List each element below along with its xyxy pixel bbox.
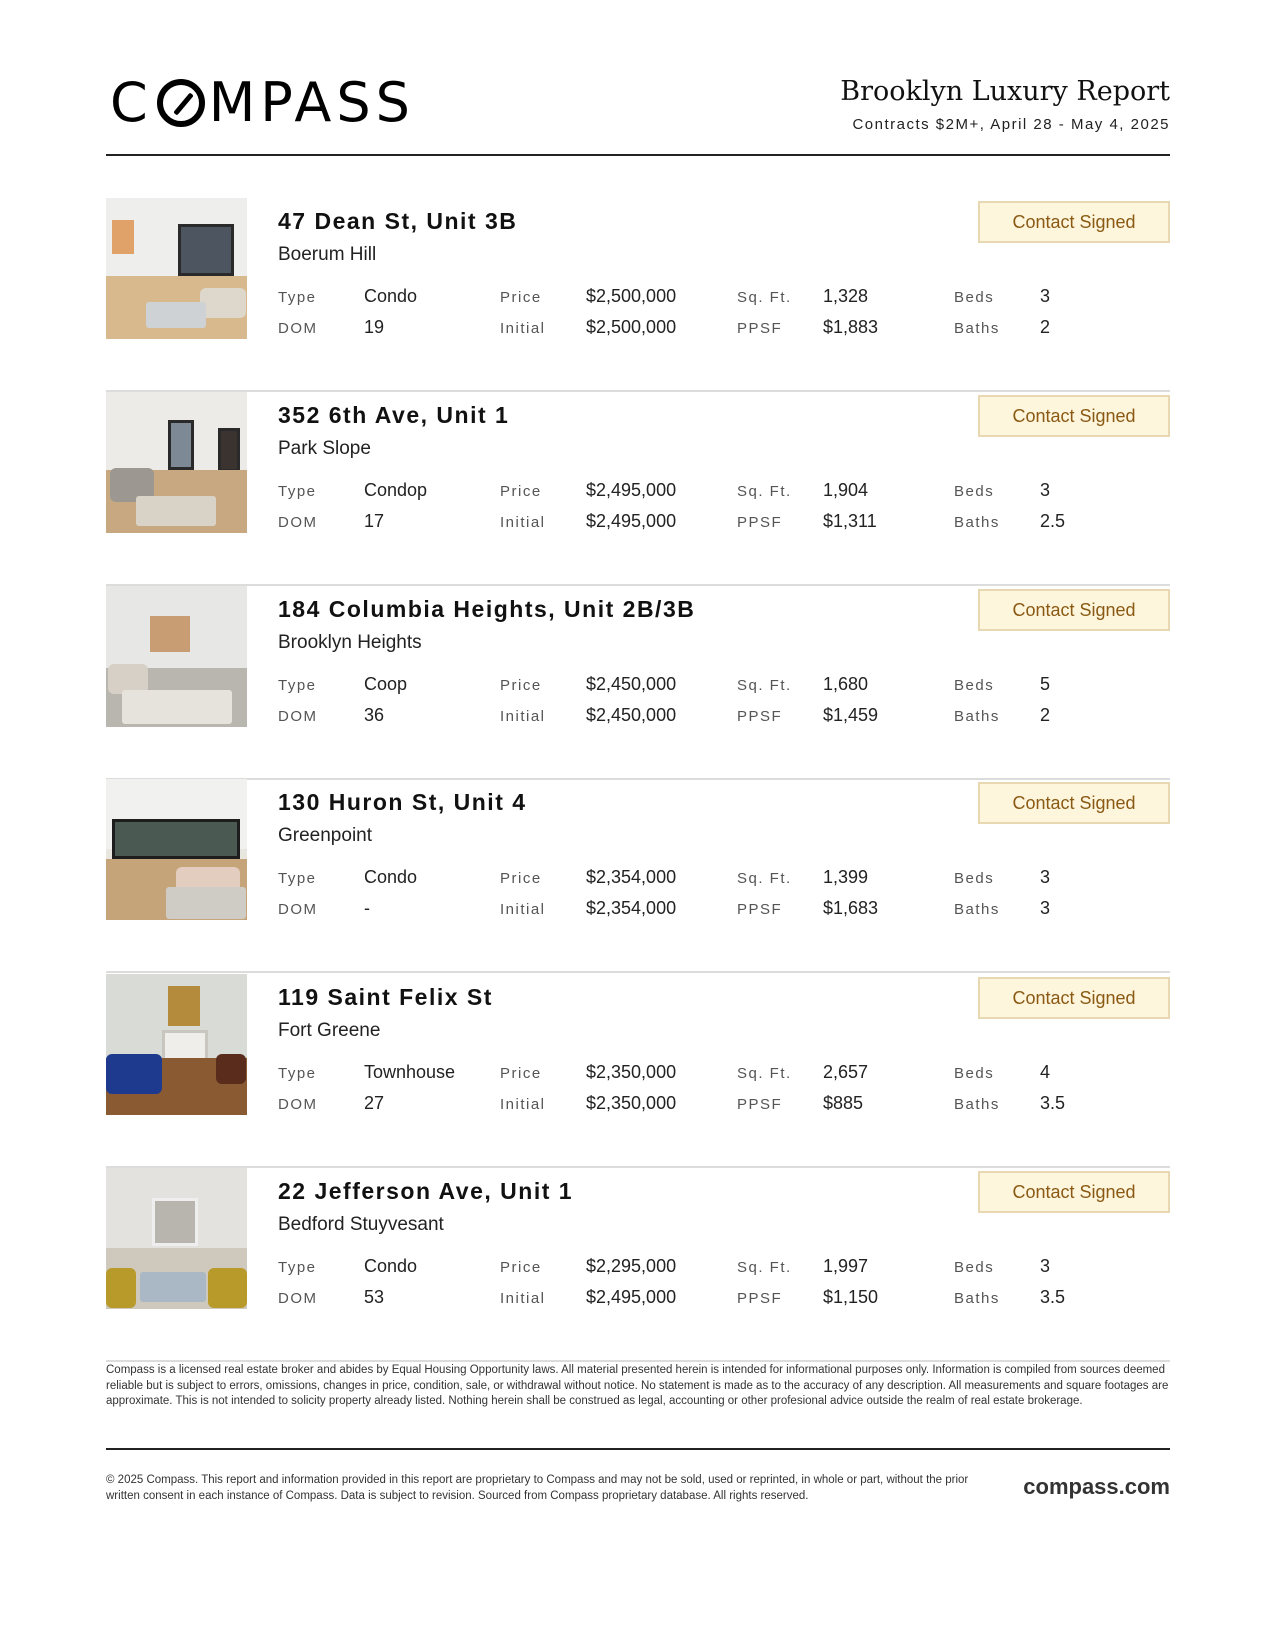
price-value: $2,495,000 — [586, 480, 677, 500]
baths-value: 2 — [1040, 705, 1051, 725]
compass-logo: C MPASS — [110, 71, 415, 134]
initial-label: Initial — [500, 1096, 546, 1113]
listing-neighborhood: Fort Greene — [278, 1020, 381, 1041]
dom-value: 36 — [364, 705, 385, 725]
beds-label: Beds — [954, 1259, 995, 1276]
footer-divider — [106, 1448, 1170, 1450]
dom-value: 17 — [364, 511, 385, 531]
beds-label: Beds — [954, 289, 995, 306]
initial-label: Initial — [500, 320, 546, 337]
beds-value: 5 — [1040, 674, 1051, 694]
copyright-text: © 2025 Compass. This report and information provided in this report are proprietary to Compass and may not be sold, used or reprinted, in whole or part, without the prior written consent in each instance of Compass. Data is subject to revision. Sourced from Compass proprietary database. All rights reserved. — [106, 1474, 969, 1502]
beds-label: Beds — [954, 483, 995, 500]
price-value: $2,350,000 — [586, 1062, 677, 1082]
type-label: Type — [278, 289, 317, 306]
type-label: Type — [278, 1259, 317, 1276]
dom-label: DOM — [278, 901, 318, 918]
report-header — [106, 70, 1170, 156]
report-subtitle: Contracts $2M+, April 28 - May 4, 2025 — [852, 116, 1170, 133]
listing-photo — [106, 1168, 247, 1309]
baths-label: Baths — [954, 901, 1000, 918]
baths-label: Baths — [954, 514, 1000, 531]
baths-value: 2 — [1040, 317, 1051, 337]
initial-value: $2,450,000 — [586, 705, 677, 725]
type-value: Condop — [364, 480, 428, 500]
sqft-value: 2,657 — [823, 1062, 869, 1082]
dom-label: DOM — [278, 514, 318, 531]
type-label: Type — [278, 483, 317, 500]
sqft-label: Sq. Ft. — [737, 289, 792, 306]
price-value: $2,354,000 — [586, 867, 677, 887]
price-value: $2,500,000 — [586, 286, 677, 306]
listing-photo — [106, 586, 247, 727]
listing-address[interactable]: 47 Dean St, Unit 3B — [278, 208, 518, 234]
listing-address[interactable]: 130 Huron St, Unit 4 — [278, 789, 527, 815]
initial-value: $2,350,000 — [586, 1093, 677, 1113]
price-value: $2,295,000 — [586, 1256, 677, 1276]
report-title: Brooklyn Luxury Report — [840, 76, 1170, 107]
listing-address[interactable]: 119 Saint Felix St — [278, 984, 493, 1010]
type-label: Type — [278, 677, 317, 694]
price-label: Price — [500, 677, 542, 694]
listing-photo — [106, 974, 247, 1115]
initial-label: Initial — [500, 1290, 546, 1307]
type-value: Townhouse — [364, 1062, 456, 1082]
disclaimer-text: Compass is a licensed real estate broker and abides by Equal Housing Opportunity laws. All material presented herein is intended for informational purposes only. Information is compiled from sources deemed reliable but is subject to errors, omissions, changes in price, condition, sale, or withdrawal without notice. No statement is made as to the accuracy of any description. All measurements and square footages are approximate. This is not intended to solicity property already listed. Nothing herein shall be construed as legal, accounting or other profesional advice outside the realm of real estate brokerage. — [106, 1364, 1169, 1407]
type-label: Type — [278, 1065, 317, 1082]
baths-value: 3.5 — [1040, 1287, 1066, 1307]
ppsf-label: PPSF — [737, 901, 783, 918]
listing-card — [106, 1168, 1170, 1362]
baths-label: Baths — [954, 320, 1000, 337]
dom-label: DOM — [278, 1290, 318, 1307]
initial-value: $2,500,000 — [586, 317, 677, 337]
dom-value: - — [364, 898, 370, 918]
ppsf-value: $885 — [823, 1093, 864, 1113]
listing-neighborhood: Park Slope — [278, 438, 371, 459]
listing-address[interactable]: 22 Jefferson Ave, Unit 1 — [278, 1178, 574, 1204]
compass-o-icon — [157, 79, 205, 127]
type-value: Condo — [364, 286, 418, 306]
sqft-value: 1,399 — [823, 867, 869, 887]
listing-photo — [106, 198, 247, 339]
dom-value: 27 — [364, 1093, 385, 1113]
ppsf-value: $1,459 — [823, 705, 879, 725]
type-value: Condo — [364, 1256, 418, 1276]
dom-label: DOM — [278, 708, 318, 725]
initial-label: Initial — [500, 901, 546, 918]
beds-label: Beds — [954, 1065, 995, 1082]
status-badge: Contact Signed — [978, 201, 1170, 243]
ppsf-label: PPSF — [737, 514, 783, 531]
price-label: Price — [500, 1259, 542, 1276]
initial-value: $2,354,000 — [586, 898, 677, 918]
price-label: Price — [500, 1065, 542, 1082]
price-label: Price — [500, 483, 542, 500]
listing-neighborhood: Greenpoint — [278, 825, 373, 846]
sqft-value: 1,680 — [823, 674, 869, 694]
sqft-label: Sq. Ft. — [737, 1259, 792, 1276]
baths-label: Baths — [954, 1096, 1000, 1113]
listing-card — [106, 198, 1170, 392]
listing-address[interactable]: 184 Columbia Heights, Unit 2B/3B — [278, 596, 696, 622]
initial-value: $2,495,000 — [586, 511, 677, 531]
ppsf-label: PPSF — [737, 708, 783, 725]
sqft-label: Sq. Ft. — [737, 677, 792, 694]
ppsf-label: PPSF — [737, 320, 783, 337]
sqft-value: 1,328 — [823, 286, 869, 306]
type-value: Condo — [364, 867, 418, 887]
sqft-value: 1,997 — [823, 1256, 869, 1276]
dom-label: DOM — [278, 320, 318, 337]
sqft-label: Sq. Ft. — [737, 1065, 792, 1082]
beds-value: 3 — [1040, 867, 1051, 887]
listing-card — [106, 779, 1170, 973]
status-badge: Contact Signed — [978, 589, 1170, 631]
website-link[interactable]: compass.com — [1023, 1474, 1170, 1499]
baths-value: 2.5 — [1040, 511, 1066, 531]
listing-neighborhood: Brooklyn Heights — [278, 632, 422, 653]
beds-label: Beds — [954, 870, 995, 887]
status-badge: Contact Signed — [978, 395, 1170, 437]
initial-value: $2,495,000 — [586, 1287, 677, 1307]
listing-address[interactable]: 352 6th Ave, Unit 1 — [278, 402, 510, 428]
initial-label: Initial — [500, 708, 546, 725]
sqft-label: Sq. Ft. — [737, 483, 792, 500]
price-label: Price — [500, 289, 542, 306]
baths-label: Baths — [954, 708, 1000, 725]
beds-value: 4 — [1040, 1062, 1051, 1082]
dom-label: DOM — [278, 1096, 318, 1113]
ppsf-label: PPSF — [737, 1096, 783, 1113]
status-badge: Contact Signed — [978, 782, 1170, 824]
sqft-value: 1,904 — [823, 480, 869, 500]
ppsf-value: $1,150 — [823, 1287, 879, 1307]
listing-card — [106, 392, 1170, 586]
price-label: Price — [500, 870, 542, 887]
beds-label: Beds — [954, 677, 995, 694]
listing-card — [106, 586, 1170, 780]
dom-value: 19 — [364, 317, 385, 337]
listing-neighborhood: Bedford Stuyvesant — [278, 1214, 444, 1235]
baths-label: Baths — [954, 1290, 1000, 1307]
type-label: Type — [278, 870, 317, 887]
listing-photo — [106, 779, 247, 920]
listing-photo — [106, 392, 247, 533]
dom-value: 53 — [364, 1287, 385, 1307]
listing-neighborhood: Boerum Hill — [278, 244, 377, 265]
ppsf-value: $1,311 — [823, 511, 877, 531]
ppsf-value: $1,883 — [823, 317, 879, 337]
beds-value: 3 — [1040, 286, 1051, 306]
type-value: Coop — [364, 674, 408, 694]
ppsf-label: PPSF — [737, 1290, 783, 1307]
price-value: $2,450,000 — [586, 674, 677, 694]
ppsf-value: $1,683 — [823, 898, 879, 918]
status-badge: Contact Signed — [978, 1171, 1170, 1213]
initial-label: Initial — [500, 514, 546, 531]
beds-value: 3 — [1040, 480, 1051, 500]
baths-value: 3.5 — [1040, 1093, 1066, 1113]
beds-value: 3 — [1040, 1256, 1051, 1276]
sqft-label: Sq. Ft. — [737, 870, 792, 887]
status-badge: Contact Signed — [978, 977, 1170, 1019]
baths-value: 3 — [1040, 898, 1051, 918]
listing-card — [106, 974, 1170, 1168]
